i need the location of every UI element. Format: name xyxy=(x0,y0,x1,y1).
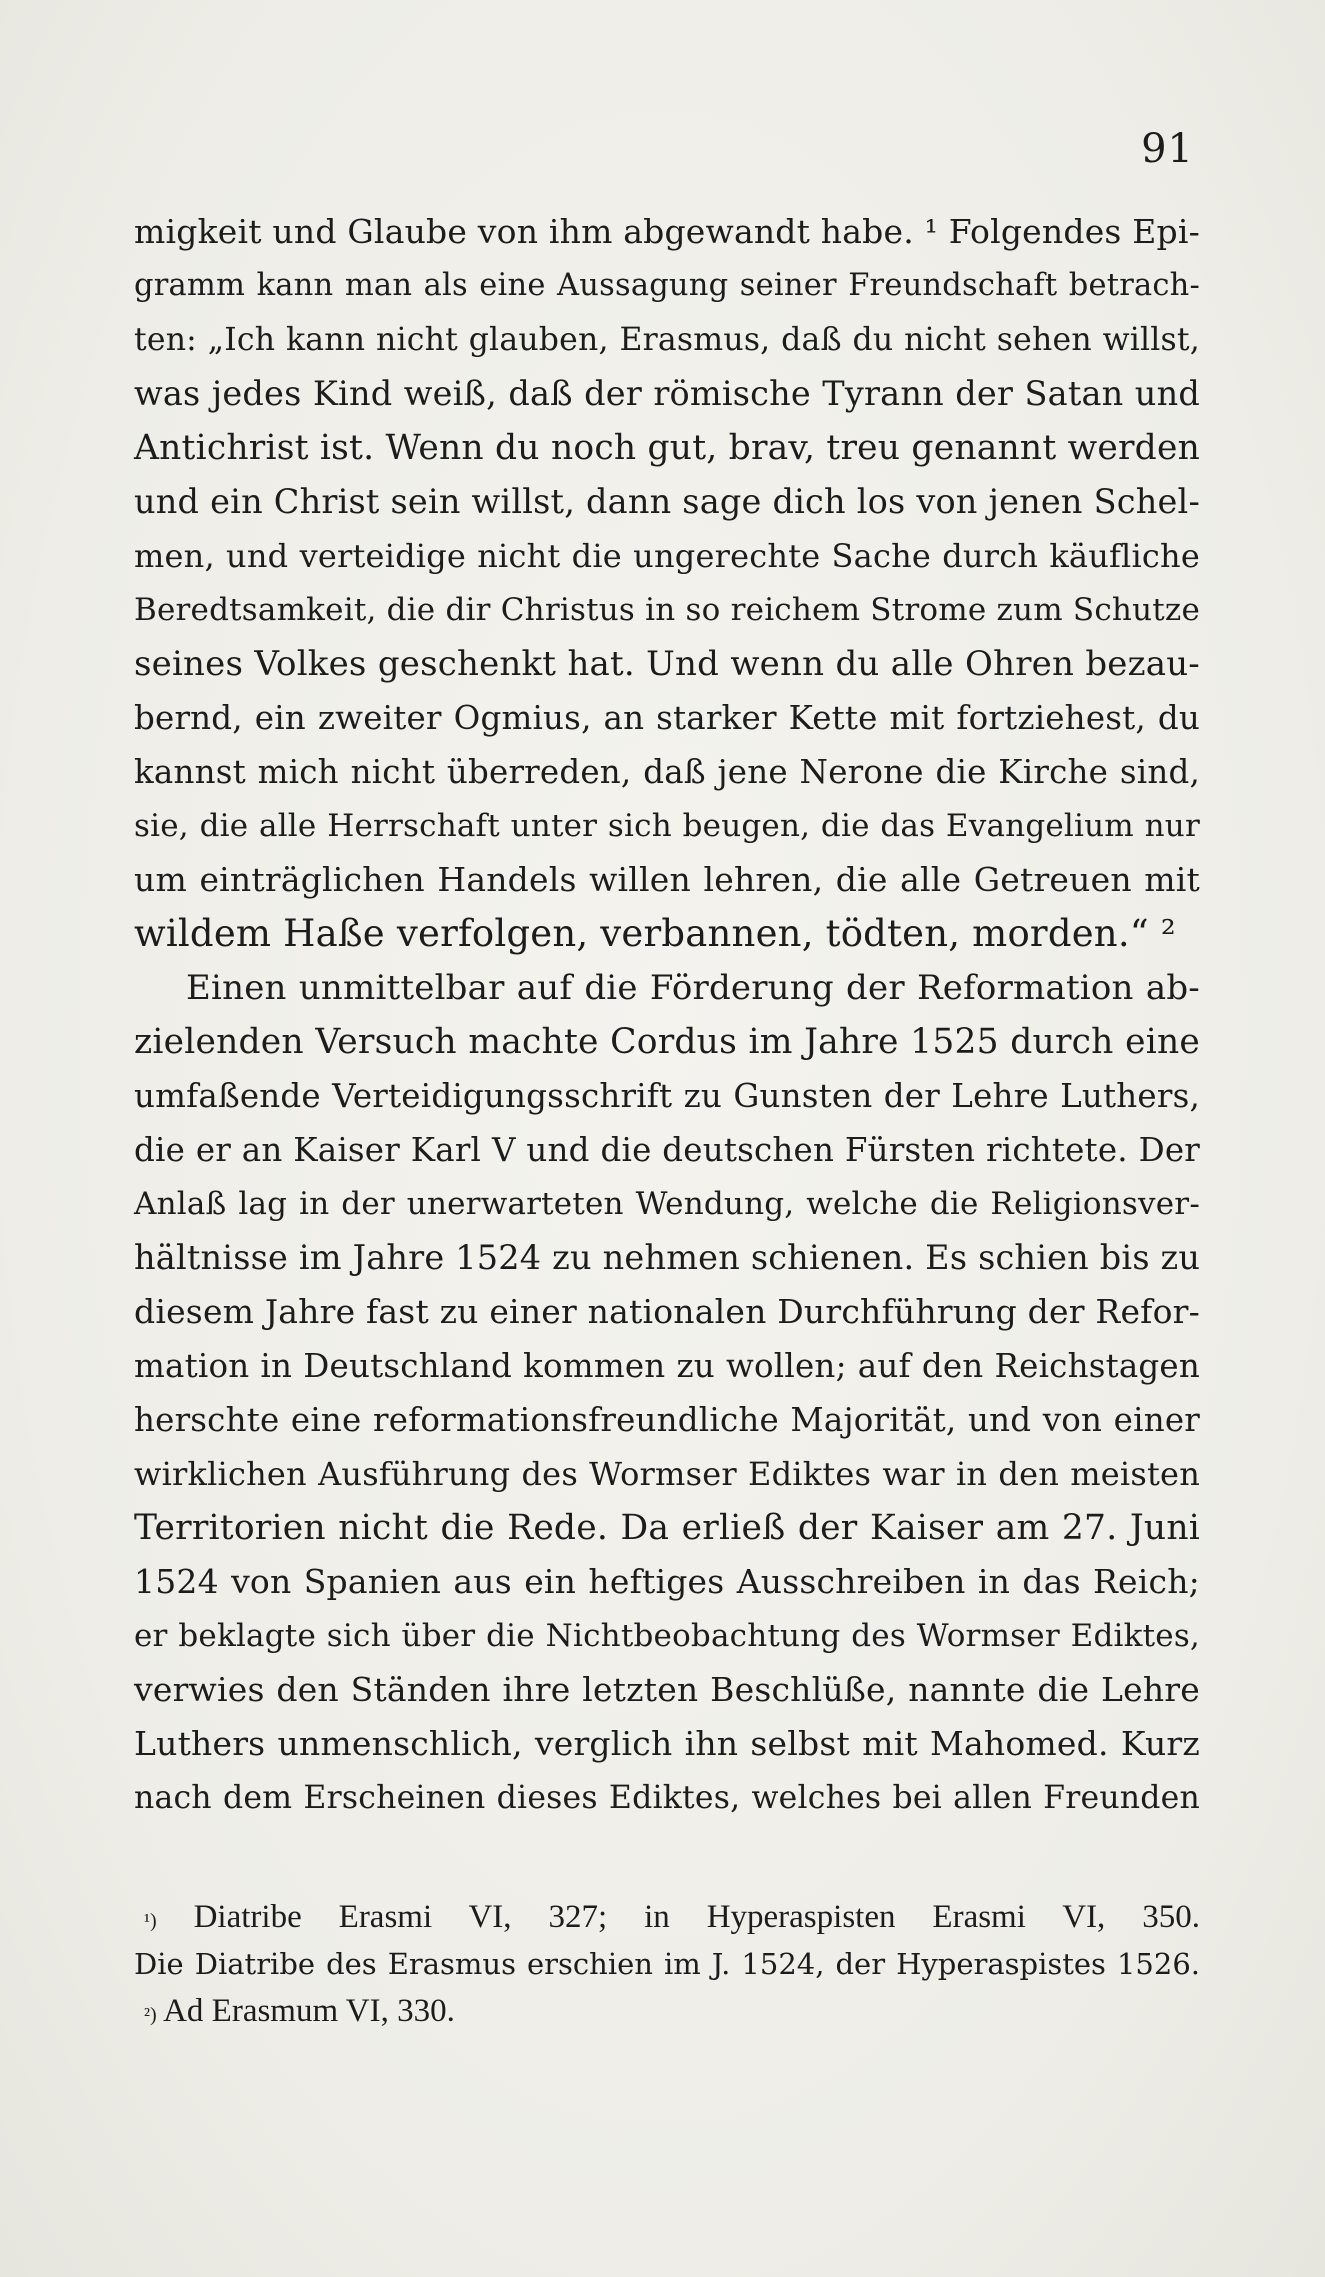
text-line: Anlaß lag in der unerwarteten Wendung, welche die Religionsver- xyxy=(134,1186,1200,1222)
text-line: zielenden Versuch machte Cordus im Jahre 1525 durch eine xyxy=(134,1022,1200,1062)
text-line: gramm kann man als eine Aussagung seiner Freundschaft betrach- xyxy=(134,268,1200,303)
text-line: die er an Kaiser Karl V und die deutschen Fürsten richtete. Der xyxy=(134,1131,1200,1169)
text-line: wildem Haße verfolgen, verbannen, tödten, morden.“ ² xyxy=(134,912,1176,955)
footnote-line xyxy=(134,1894,1200,1941)
footnote-text: Diatribe Erasmi VI, 327; in Hyperaspisten Erasmi VI, 350. xyxy=(156,1899,1200,1935)
footnotes xyxy=(134,1894,1200,2035)
footnote-text: Ad Erasmum VI, 330. xyxy=(156,1993,455,2029)
page-number: 91 xyxy=(1141,126,1194,172)
text-line: hältnisse im Jahre 1524 zu nehmen schienen. Es schien bis zu xyxy=(134,1238,1201,1277)
text-line: verwies den Ständen ihre letzten Beschlüße, nannte die Lehre xyxy=(134,1670,1200,1709)
text-line: bernd, ein zweiter Ogmius, an starker Kette mit fortziehest, du xyxy=(134,699,1200,737)
text-line: kannst mich nicht überreden, daß jene Nerone die Kirche sind, xyxy=(134,753,1200,791)
text-line: seines Volkes geschenkt hat. Und wenn du alle Ohren bezau- xyxy=(134,644,1200,684)
text-line: diesem Jahre fast zu einer nationalen Durchführung der Refor- xyxy=(134,1292,1200,1331)
text-line: ten: „Ich kann nicht glauben, Erasmus, daß du nicht sehen willst, xyxy=(134,322,1200,358)
text-line: nach dem Erscheinen dieses Ediktes, welches bei allen Freunden xyxy=(134,1780,1200,1816)
text-line: Einen unmittelbar auf die Förderung der Reformation ab- xyxy=(186,968,1200,1008)
text-line: Luthers unmenschlich, verglich ihn selbst mit Mahomed. Kurz xyxy=(134,1724,1200,1763)
text-line: migkeit und Glaube von ihm abgewandt habe. ¹ Folgendes Epi- xyxy=(134,212,1200,251)
text-line: was jedes Kind weiß, daß der römische Tyrann der Satan und xyxy=(134,374,1200,413)
body-text xyxy=(134,205,1200,1825)
text-line: sie, die alle Herrschaft unter sich beugen, die das Evangelium nur xyxy=(134,808,1200,844)
text-line: Antichrist ist. Wenn du noch gut, brav, treu genannt werden xyxy=(134,428,1200,468)
text-line: herschte eine reformationsfreundliche Majorität, und von einer xyxy=(134,1401,1200,1439)
text-line: 1524 von Spanien aus ein heftiges Ausschreiben in das Reich; xyxy=(134,1562,1200,1601)
text-line: und ein Christ sein willst, dann sage dich los von jenen Schel- xyxy=(134,482,1200,521)
footnote-mark: ¹) xyxy=(144,1910,157,1932)
text-line: umfaßende Verteidigungsschrift zu Gunsten der Lehre Luthers, xyxy=(134,1077,1200,1115)
text-line: Territorien nicht die Rede. Da erließ der Kaiser am 27. Juni xyxy=(134,1508,1200,1548)
text-line: Beredtsamkeit, die dir Christus in so reichem Strome zum Schutze xyxy=(134,592,1200,628)
footnote-text: Die Diatribe des Erasmus erschien im J. 1524, der Hyperaspistes 1526. xyxy=(134,1947,1200,1981)
footnote-line xyxy=(134,1988,1200,2035)
footnote-line xyxy=(134,1941,1200,1988)
text-line: er beklagte sich über die Nichtbeobachtung des Wormser Ediktes, xyxy=(134,1618,1200,1654)
footnote-mark: ²) xyxy=(144,2004,157,2026)
text-line: men, und verteidige nicht die ungerechte Sache durch käufliche xyxy=(134,537,1200,575)
text-line: mation in Deutschland kommen zu wollen; auf den Reichstagen xyxy=(134,1347,1200,1385)
text-line: um einträglichen Handels willen lehren, die alle Getreuen mit xyxy=(134,860,1200,899)
text-line: wirklichen Ausführung des Wormser Ediktes war in den meisten xyxy=(134,1455,1200,1493)
